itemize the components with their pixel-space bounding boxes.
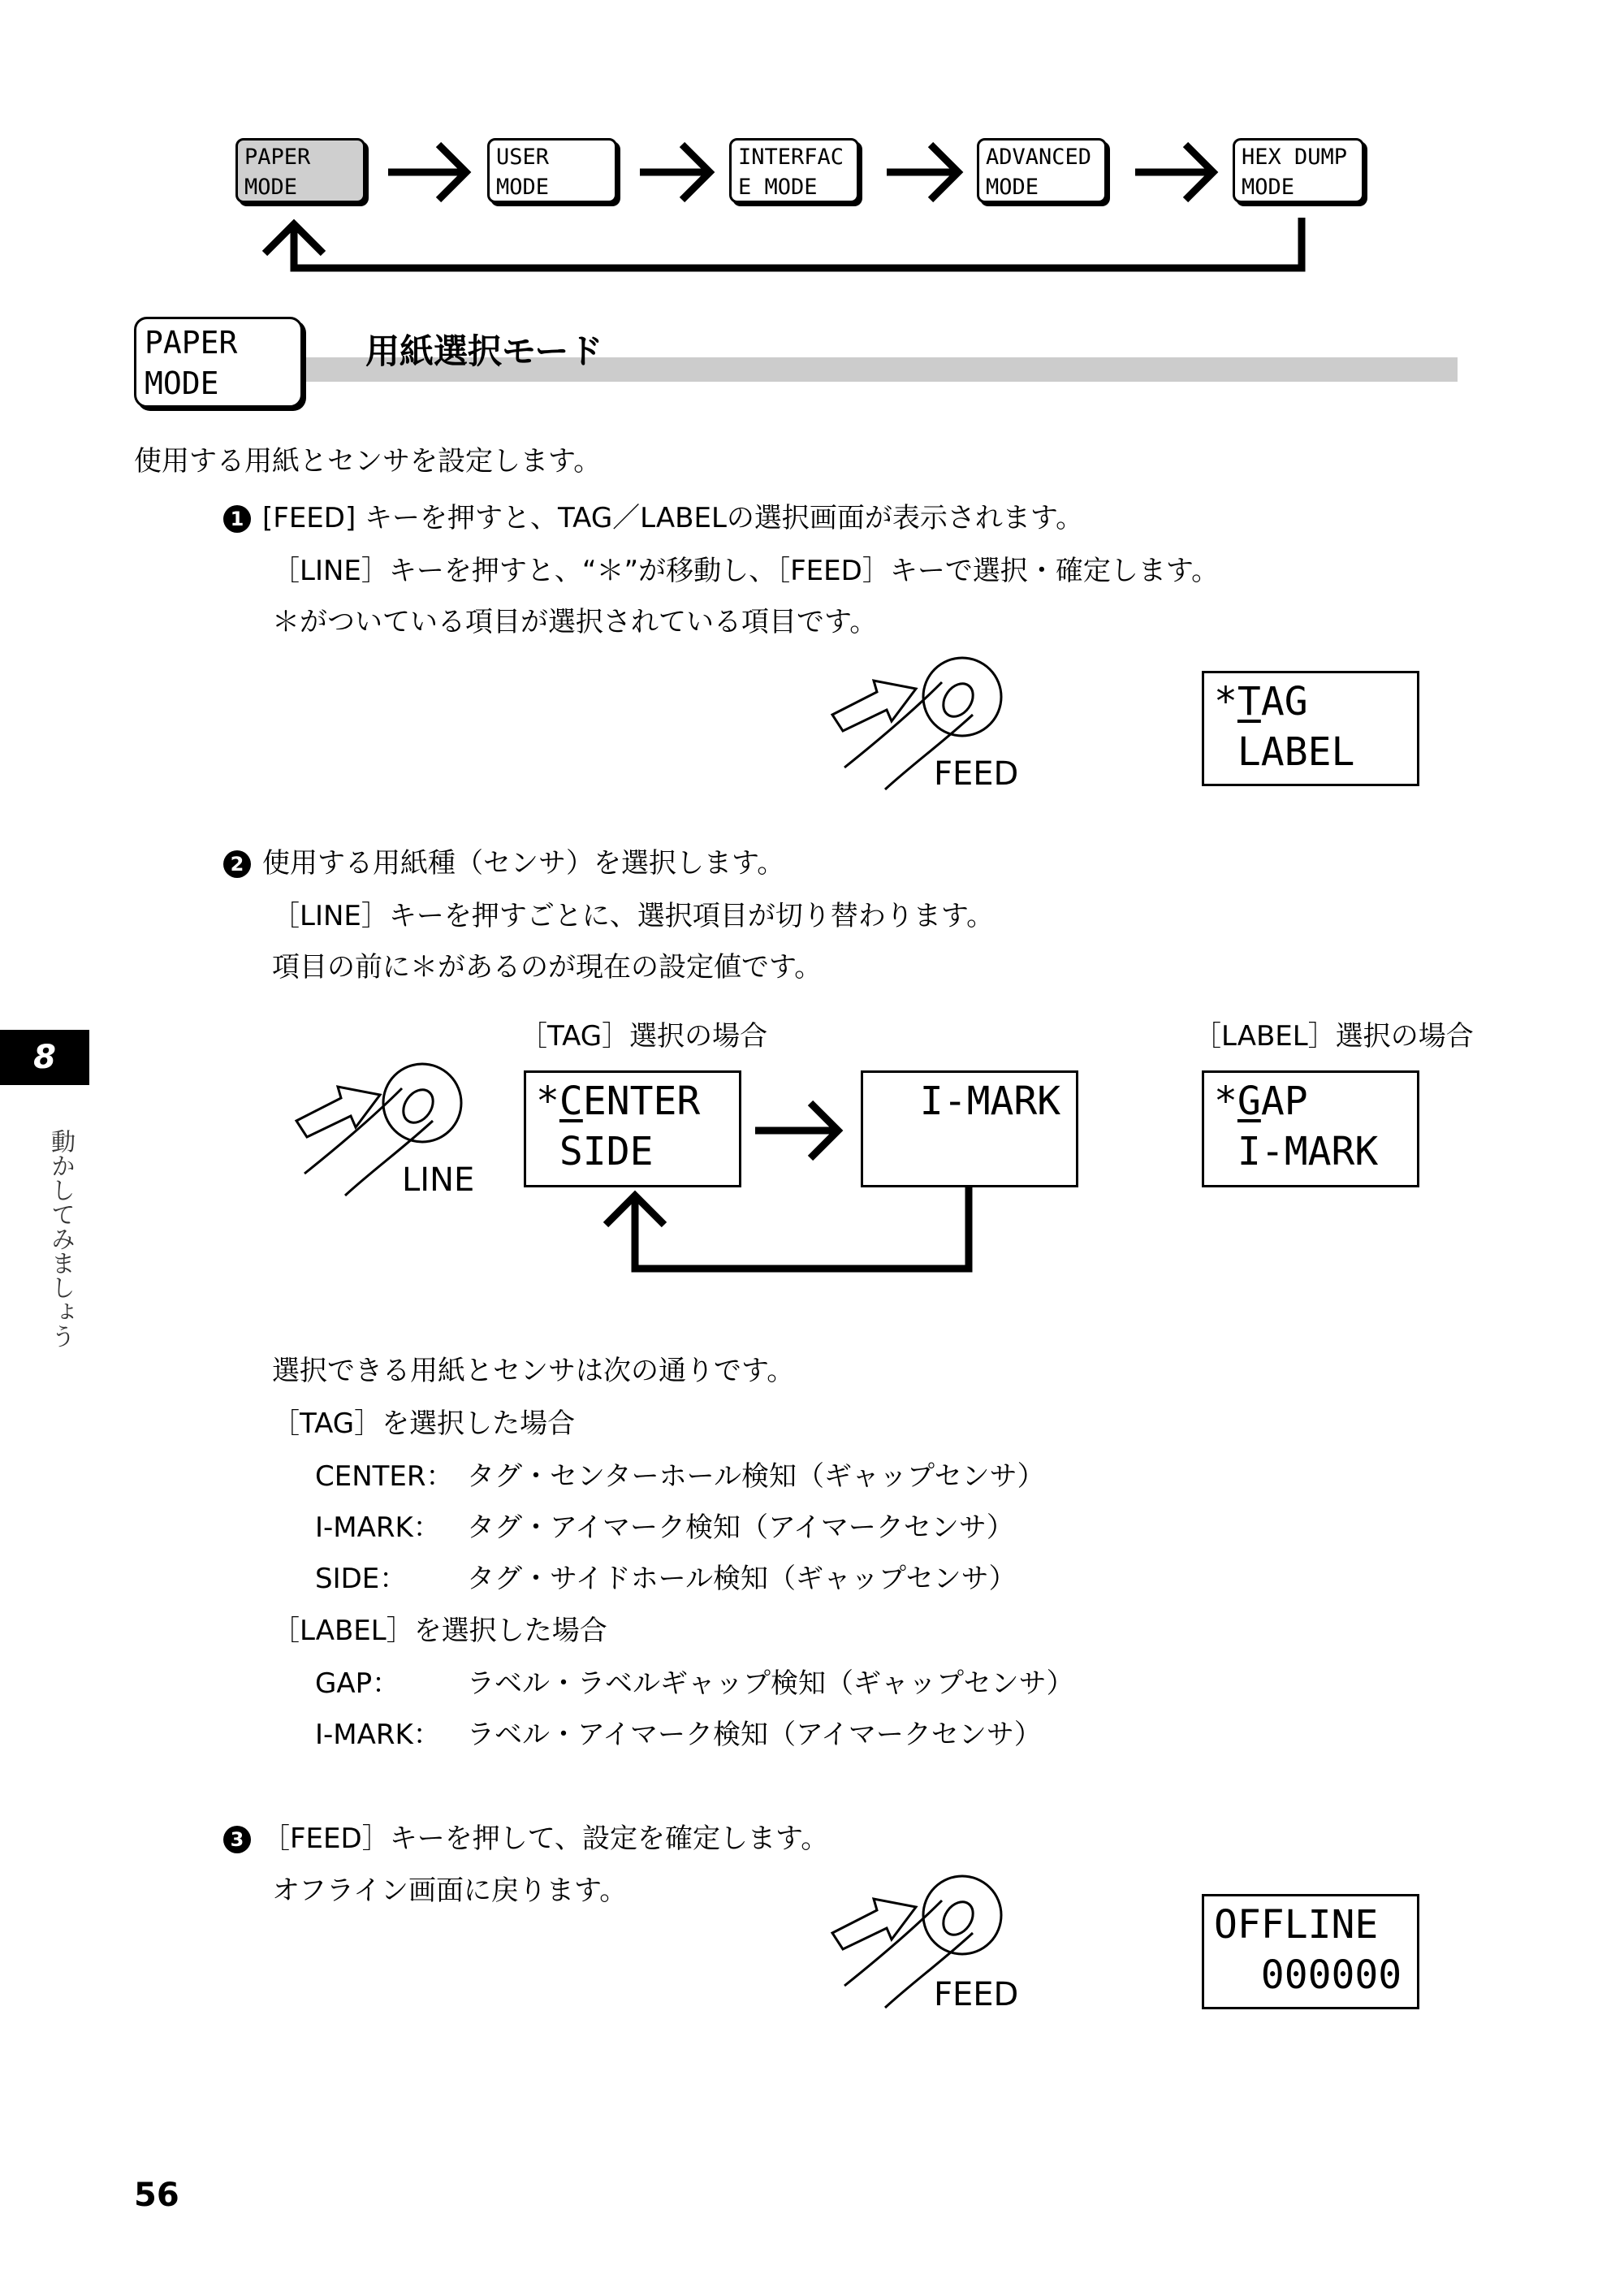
label-option-imark-desc: ラベル・アイマーク検知（アイマークセンサ） <box>467 1719 1042 1751</box>
options-intro: 選択できる用紙とセンサは次の通りです。 <box>272 1355 795 1387</box>
flow-return-arrow <box>265 218 1302 268</box>
intro-text: 使用する用紙とセンサを設定します。 <box>134 445 602 478</box>
flow-arrow-2 <box>640 145 710 200</box>
tag-selection-caption: ［TAG］選択の場合 <box>520 1020 768 1053</box>
page-number: 56 <box>134 2177 179 2214</box>
lcd-offline-display: OFFLINE 000000 <box>1202 1894 1419 2009</box>
step3-text: ［FEED］キーを押して、設定を確定します。 <box>262 1823 829 1855</box>
mode-advanced-button[interactable]: ADVANCED MODE <box>977 138 1107 203</box>
step2-number: 2 <box>223 850 251 878</box>
section-mode-key: PAPER MODE <box>134 317 303 408</box>
step1-feed-label: FEED <box>934 755 1019 793</box>
step3-feed-label: FEED <box>934 1976 1019 2013</box>
step3-line1: オフライン画面に戻ります。 <box>272 1874 628 1907</box>
tag-option-center-desc: タグ・センターホール検知（ギャップセンサ） <box>467 1460 1045 1493</box>
mode-hexdump-button[interactable]: HEX DUMP MODE <box>1233 138 1364 203</box>
step3-number: 3 <box>223 1826 251 1853</box>
tag-cycle-return-arrow <box>606 1187 969 1269</box>
step2-heading <box>223 841 784 880</box>
lcd-tag-imark-display: I-MARK <box>861 1070 1078 1187</box>
label-options-heading: ［LABEL］を選択した場合 <box>272 1615 607 1647</box>
label-selection-caption: ［LABEL］選択の場合 <box>1194 1020 1474 1053</box>
step1-line1: ［LINE］キーを押すと、“＊”が移動し、［FEED］キーで選択・確定します。 <box>272 555 1220 587</box>
chapter-vertical-title: 動かしてみましょう <box>46 1129 75 1348</box>
flow-arrow-3 <box>887 145 958 200</box>
step3-heading <box>223 1816 828 1856</box>
flow-arrow-1 <box>388 145 466 200</box>
tag-option-imark-desc: タグ・アイマーク検知（アイマークセンサ） <box>467 1511 1014 1544</box>
tag-option-imark-key: I-MARK： <box>315 1511 441 1544</box>
mode-interface-button[interactable]: INTERFAC E MODE <box>729 138 859 203</box>
step1-heading <box>223 495 1083 535</box>
lcd-tag-label-display: *TAG LABEL <box>1202 671 1419 786</box>
step2-text: 使用する用紙種（センサ）を選択します。 <box>262 847 785 880</box>
step2-line-label: LINE <box>402 1161 475 1199</box>
mode-paper-button[interactable]: PAPER MODE <box>235 138 365 203</box>
mode-user-button[interactable]: USER MODE <box>487 138 617 203</box>
step2-line1: ［LINE］キーを押すごとに、選択項目が切り替わります。 <box>272 900 995 932</box>
step1-text: [FEED] キーを押すと、TAG／LABELの選択画面が表示されます。 <box>262 502 1084 534</box>
tag-option-side-desc: タグ・サイドホール検知（ギャップセンサ） <box>467 1563 1017 1595</box>
tag-option-side-key: SIDE： <box>315 1563 408 1595</box>
tag-cycle-arrows <box>0 1056 1624 1283</box>
flow-arrow-4 <box>1135 145 1213 200</box>
step2-line2: 項目の前に＊があるのが現在の設定値です。 <box>272 951 823 984</box>
lcd-label-gap-display: *GAP I-MARK <box>1202 1070 1419 1187</box>
mode-flow-arrows <box>0 0 1624 292</box>
step1-line2: ＊がついている項目が選択されている項目です。 <box>272 606 878 638</box>
tag-options-heading: ［TAG］を選択した場合 <box>272 1407 576 1440</box>
label-option-imark-key: I-MARK： <box>315 1719 441 1751</box>
step1-number: 1 <box>223 505 251 533</box>
lcd-tag-center-display: *CENTER SIDE <box>524 1070 741 1187</box>
label-option-gap-desc: ラベル・ラベルギャップ検知（ギャップセンサ） <box>467 1667 1074 1700</box>
tag-cycle-forward-arrow <box>755 1103 838 1158</box>
chapter-tab[interactable]: 8 <box>0 1030 89 1085</box>
label-option-gap-key: GAP： <box>315 1667 400 1700</box>
tag-option-center-key: CENTER： <box>315 1460 454 1493</box>
section-title: 用紙選択モード <box>365 331 603 371</box>
